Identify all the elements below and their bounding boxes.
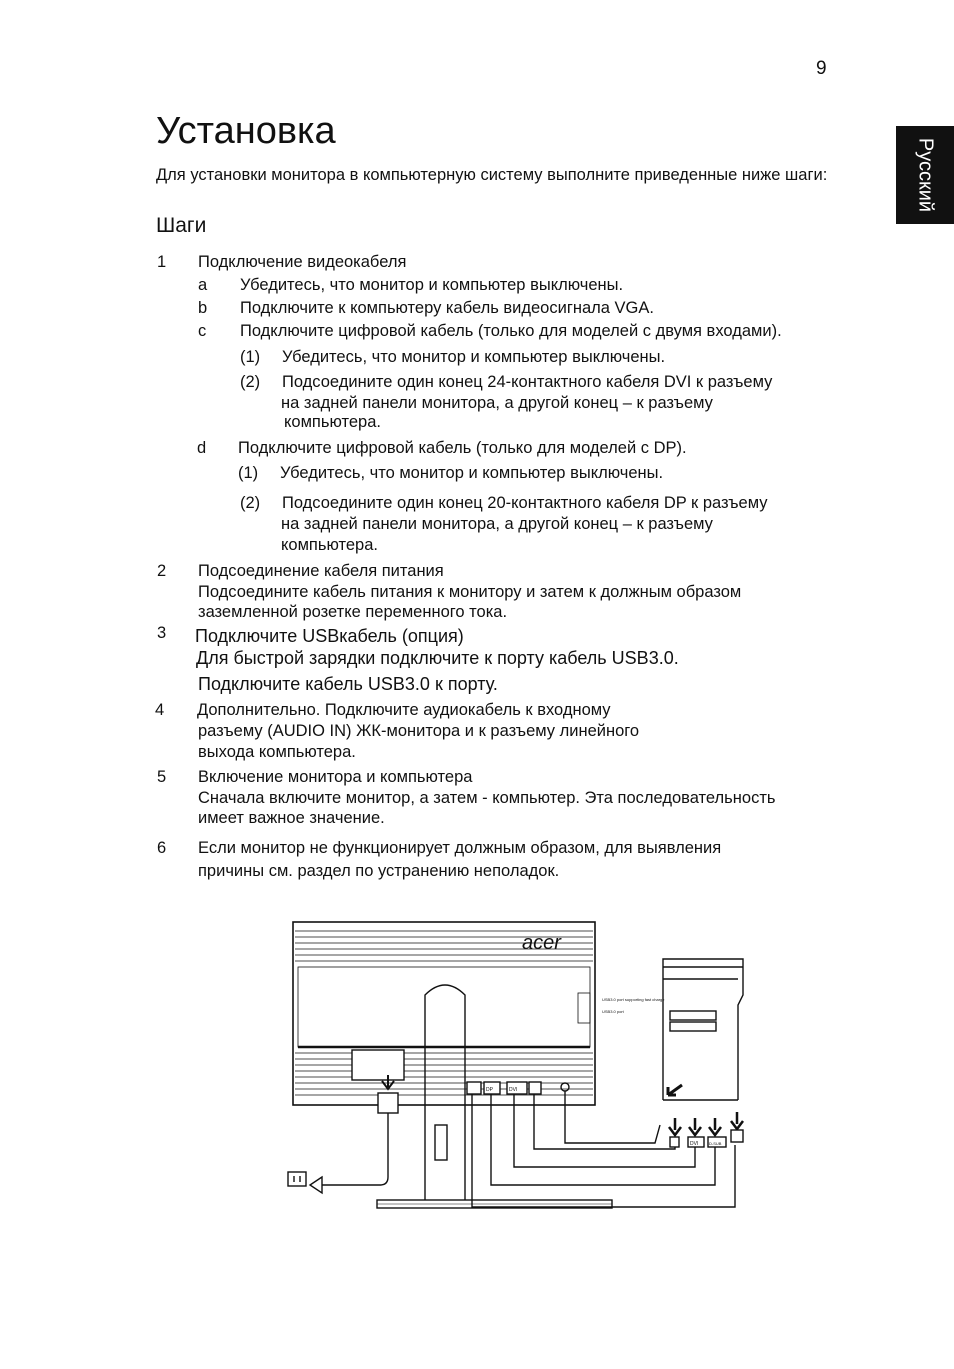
monitor-ports <box>467 1082 569 1094</box>
step-2-line1: Подсоедините кабель питания к монитору и затем к должным образом <box>198 583 742 601</box>
computer-port-vga: D-SUB <box>709 1141 722 1146</box>
step-4-line2: разъему (AUDIO IN) ЖК-монитора и к разъему линейного <box>198 722 640 740</box>
wall-outlet <box>288 1172 306 1186</box>
step-4-line1: Дополнительно. Подключите аудиокабель к входному <box>197 701 611 719</box>
monitor-port-dvi: DVI <box>509 1087 518 1093</box>
step-1d2-line1: Подсоедините один конец 20-контактного кабеля DP к разъему <box>282 494 768 512</box>
step-1d1-mark: (1) <box>238 464 259 482</box>
step-1d2-line2: на задней панели монитора, а другой конец – к разъему <box>281 515 713 533</box>
step-1-number: 1 <box>157 253 167 271</box>
step-1d-text: Подключите цифровой кабель (только для моделей с DP). <box>238 439 687 457</box>
step-3-line1: Для быстрой зарядки подключите к порту кабель USB3.0. <box>196 648 679 668</box>
step-6-number: 6 <box>157 839 167 857</box>
step-1d-mark: d <box>197 439 207 457</box>
step-1c1-text: Убедитесь, что монитор и компьютер выключены. <box>282 348 666 366</box>
language-tab-label: Русский <box>914 137 937 213</box>
step-6-line2: причины см. раздел по устранению неполадок. <box>198 862 560 880</box>
monitor-port-dp: DP <box>486 1087 493 1093</box>
step-1c1-mark: (1) <box>240 348 261 366</box>
step-5-title: Включение монитора и компьютера <box>198 768 473 786</box>
step-2-line2: заземленной розетке переменного тока. <box>198 603 508 621</box>
step-1a-mark: a <box>198 276 208 294</box>
page-number: 9 <box>816 58 827 79</box>
step-1c-text: Подключите цифровой кабель (только для моделей с двумя входами). <box>240 322 782 340</box>
power-cable <box>288 1075 398 1193</box>
page-title: Установка <box>156 110 336 152</box>
computer-tower <box>663 959 743 1100</box>
usb-fast-charge-label: USB3.0 port supporting fast charge <box>602 997 665 1002</box>
step-1c2-line2: на задней панели монитора, а другой конец – к разъему <box>281 394 713 412</box>
step-1c2-line3: компьютера. <box>284 413 381 431</box>
step-2-title: Подсоединение кабеля питания <box>198 562 444 580</box>
computer-ports <box>669 1112 743 1147</box>
step-5-line1: Сначала включите монитор, а затем - компьютер. Эта последовательность <box>198 789 776 807</box>
step-1d2-mark: (2) <box>240 494 261 512</box>
brand-logo: acer <box>522 932 561 954</box>
signal-cables <box>472 1091 735 1207</box>
step-1d1-text: Убедитесь, что монитор и компьютер выключены. <box>280 464 664 482</box>
step-5-line2: имеет важное значение. <box>198 809 385 827</box>
step-1a-text: Убедитесь, что монитор и компьютер выключены. <box>240 276 624 294</box>
step-1b-mark: b <box>198 299 208 317</box>
step-1d2-line3: компьютера. <box>281 536 378 554</box>
step-4-line3: выхода компьютера. <box>198 743 356 761</box>
monitor-stand <box>377 985 612 1208</box>
step-3-title: Подключите USBкабель (опция) <box>195 626 464 646</box>
intro-text: Для установки монитора в компьютерную систему выполните приведенные ниже шаги: <box>156 166 828 184</box>
step-1c-mark: c <box>198 322 207 340</box>
step-4-number: 4 <box>155 701 165 719</box>
step-1c2-line1: Подсоедините один конец 24-контактного кабеля DVI к разъему <box>282 373 773 391</box>
usb-port-label: USB3.0 port <box>602 1009 624 1014</box>
connection-diagram <box>250 915 750 1215</box>
step-6-line1: Если монитор не функционирует должным образом, для выявления <box>198 839 722 857</box>
language-tab <box>896 126 954 224</box>
step-3-line2: Подключите кабель USB3.0 к порту. <box>198 674 498 694</box>
steps-heading: Шаги <box>156 214 207 237</box>
step-1b-text: Подключите к компьютеру кабель видеосигнала VGA. <box>240 299 654 317</box>
computer-port-dvi: DVI <box>690 1141 699 1147</box>
step-1-title: Подключение видеокабеля <box>198 253 407 271</box>
step-3-number: 3 <box>157 624 167 642</box>
step-1c2-mark: (2) <box>240 373 261 391</box>
step-2-number: 2 <box>157 562 167 580</box>
step-5-number: 5 <box>157 768 167 786</box>
